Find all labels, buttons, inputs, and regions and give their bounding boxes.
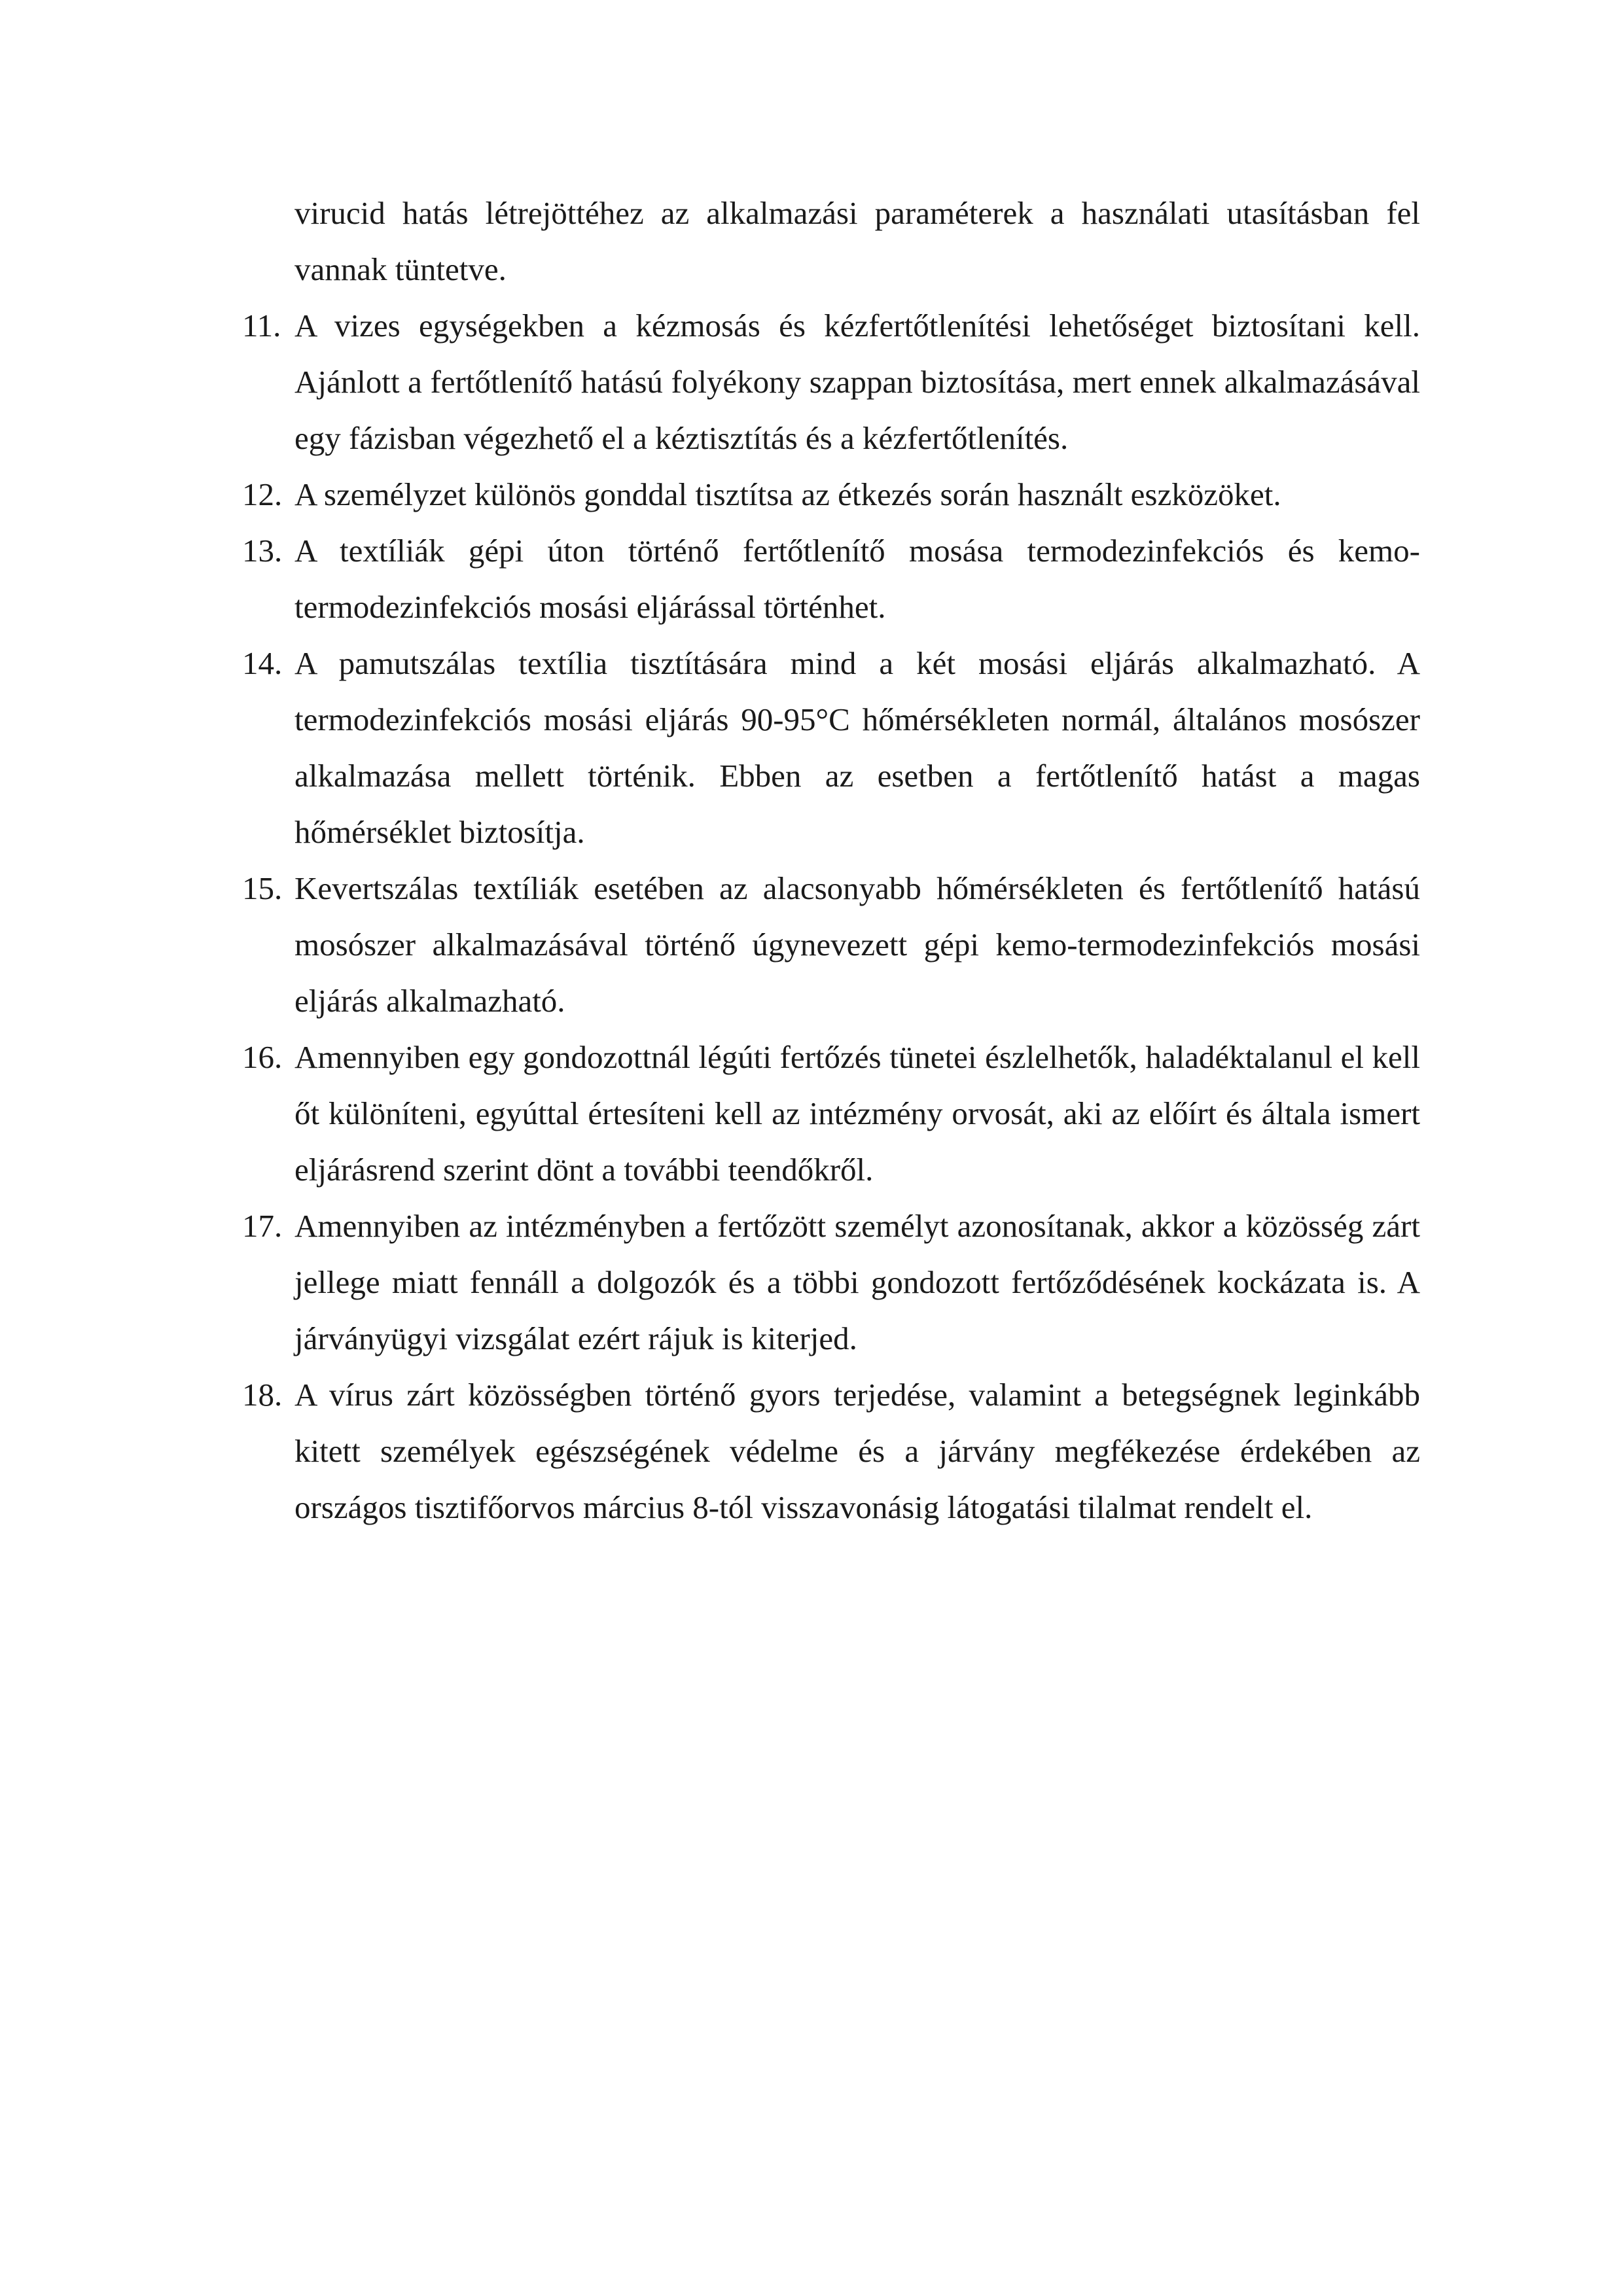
item-text: A vizes egységekben a kézmosás és kézfertőtlenítési lehetőséget biztosítani kell. Ajánlott a fertőtlenítő hatású folyékony szappan biztosítása, mert ennek alkalmazásával egy fázisban végezhető el a kéztisztítás és a kézfertőtlenítés. xyxy=(294,308,1420,456)
item-number: 18. xyxy=(242,1377,283,1413)
list-item-14 xyxy=(242,635,1420,860)
item-text: A pamutszálas textília tisztítására mind a két mosási eljárás alkalmazható. A termodezinfekciós mosási eljárás 90-95°C hőmérsékleten normál, általános mosószer alkalmazása mellett történik. Ebben az esetben a fertőtlenítő hatást a magas hőmérséklet biztosítja. xyxy=(294,645,1420,850)
list-item-18 xyxy=(242,1367,1420,1536)
list-item-15 xyxy=(242,860,1420,1029)
item-text: Kevertszálas textíliák esetében az alacsonyabb hőmérsékleten és fertőtlenítő hatású mosószer alkalmazásával történő úgynevezett gépi kemo-termodezinfekciós mosási eljárás alkalmazható. xyxy=(294,870,1420,1019)
item-text: Amennyiben egy gondozottnál légúti fertőzés tünetei észlelhetők, haladéktalanul el kell őt különíteni, egyúttal értesíteni kell az intézmény orvosát, aki az előírt és általa ismert eljárásrend szerint dönt a további teendőkről. xyxy=(294,1039,1420,1188)
list-item-13 xyxy=(242,523,1420,635)
item-text: A vírus zárt közösségben történő gyors terjedése, valamint a betegségnek leginkább kitett személyek egészségének védelme és a járvány megfékezése érdekében az országos tisztifőorvos március 8-tól visszavonásig látogatási tilalmat rendelt el. xyxy=(294,1377,1420,1525)
item-number: 15. xyxy=(242,870,283,906)
item-text: Amennyiben az intézményben a fertőzött személyt azonosítanak, akkor a közösség zárt jellege miatt fennáll a dolgozók és a többi gondozott fertőződésének kockázata is. A járványügyi vizsgálat ezért rájuk is kiterjed. xyxy=(294,1208,1420,1356)
list-item-12 xyxy=(242,467,1420,523)
item-number: 11. xyxy=(242,308,281,344)
item-number: 17. xyxy=(242,1208,283,1244)
item-text: virucid hatás létrejöttéhez az alkalmazási paraméterek a használati utasításban fel vannak tüntetve. xyxy=(294,195,1420,287)
item-number: 14. xyxy=(242,645,283,681)
item-number: 13. xyxy=(242,533,283,569)
numbered-list xyxy=(242,185,1420,1536)
list-item-17 xyxy=(242,1198,1420,1367)
item-text: A textíliák gépi úton történő fertőtlenítő mosása termodezinfekciós és kemo-termodezinfekciós mosási eljárással történhet. xyxy=(294,533,1420,625)
list-item-16 xyxy=(242,1029,1420,1198)
item-text: A személyzet különös gonddal tisztítsa az étkezés során használt eszközöket. xyxy=(294,476,1281,512)
list-item-continuation xyxy=(242,185,1420,298)
item-number: 16. xyxy=(242,1039,283,1075)
list-item-11 xyxy=(242,298,1420,467)
item-number: 12. xyxy=(242,476,283,512)
